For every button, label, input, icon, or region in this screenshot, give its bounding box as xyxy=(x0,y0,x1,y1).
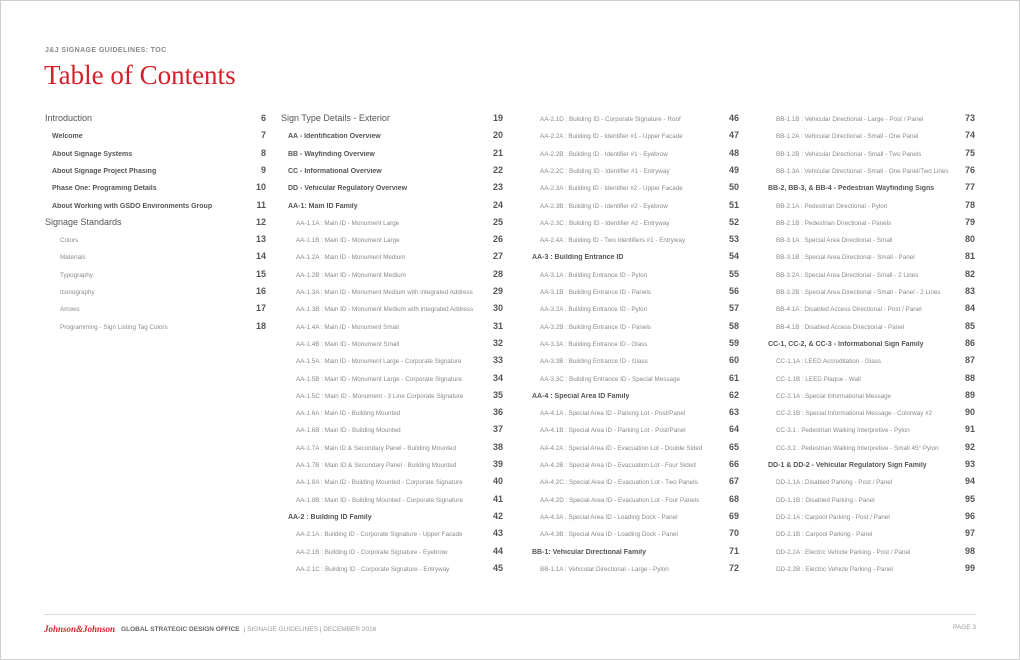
toc-entry-page: 8 xyxy=(260,147,266,158)
brand-logo: Johnson&Johnson xyxy=(44,624,116,634)
toc-entry-label: AA-1: Main ID Family xyxy=(288,202,358,210)
toc-entry[interactable] xyxy=(281,182,503,192)
toc-entry-page: 62 xyxy=(728,389,739,400)
toc-entry[interactable] xyxy=(45,269,266,279)
toc-entry-page: 50 xyxy=(728,182,739,193)
toc-entry-label: AA-4.2D : Special Area ID - Evacuation Lot - Four Panels xyxy=(540,496,700,504)
toc-entry-page: 51 xyxy=(728,199,739,210)
footer xyxy=(44,624,376,634)
toc-entry-page: 15 xyxy=(255,268,266,279)
toc-entry[interactable] xyxy=(525,459,739,469)
toc-entry-label: AA-4 : Special Area ID Family xyxy=(532,392,630,400)
toc-entry-page: 83 xyxy=(964,286,975,296)
toc-entry-page: 26 xyxy=(492,234,503,245)
toc-entry[interactable] xyxy=(525,373,739,383)
toc-entry[interactable] xyxy=(525,563,739,573)
toc-entry[interactable] xyxy=(281,113,503,123)
toc-entry[interactable] xyxy=(761,113,975,123)
toc-entry[interactable] xyxy=(45,200,266,210)
toc-entry[interactable] xyxy=(761,528,975,538)
toc-entry[interactable] xyxy=(45,113,266,123)
toc-entry-page: 13 xyxy=(255,234,266,245)
toc-entry[interactable] xyxy=(525,494,739,504)
toc-entry-page: 68 xyxy=(728,493,739,504)
toc-entry-page: 71 xyxy=(728,545,739,556)
toc-entry-page: 67 xyxy=(728,476,739,487)
toc-entry[interactable] xyxy=(281,546,503,556)
toc-entry-label: AA-4.3A : Special Area ID - Loading Dock - Panel xyxy=(540,513,678,521)
toc-entry-label: AA-2.2C : Building ID - Identifier #1 - Entryway xyxy=(540,167,670,175)
toc-entry-label: AA-1.7A : Main ID & Secondary Panel - Building Mounted xyxy=(296,444,456,452)
toc-entry-label: Iconography xyxy=(60,289,95,296)
toc-entry-page: 45 xyxy=(492,562,503,573)
toc-entry-label: CC-3.2 : Pedestrian Walking Interpretive - Small 45° Pylon xyxy=(776,444,939,452)
toc-entry-page: 35 xyxy=(492,389,503,400)
toc-entry-label: BB-1.1A : Vehicular Directional - Large - Pylon xyxy=(540,565,669,573)
toc-entry-page: 88 xyxy=(964,372,975,383)
toc-entry-label: AA-2.3C : Building ID - Identifier #2 - Entryway xyxy=(540,219,670,227)
toc-entry-label: AA-1.2B : Main ID - Monument Medium xyxy=(296,271,406,279)
toc-entry-label: About Working with GSDO Environments Group xyxy=(52,202,213,210)
toc-entry[interactable] xyxy=(45,303,266,313)
toc-entry[interactable] xyxy=(525,424,739,434)
toc-entry-label: AA-4.2C : Special Area ID - Evacuation Lot - Two Panels xyxy=(540,479,698,487)
toc-entry-page: 92 xyxy=(964,441,975,452)
toc-entry[interactable] xyxy=(281,407,503,417)
toc-entry-label: AA-2.1A : Building ID - Corporate Signature - Upper Facade xyxy=(296,531,463,539)
toc-entry-page: 58 xyxy=(728,320,739,331)
toc-entry-label: BB-3.1A : Special Area Directional - Small xyxy=(776,237,893,245)
toc-entry[interactable] xyxy=(281,165,503,175)
toc-entry[interactable] xyxy=(525,528,739,538)
toc-entry-page: 41 xyxy=(492,493,503,504)
toc-entry-label: AA-2.3B : Building ID - Identifier #2 - Eyebrow xyxy=(540,202,668,210)
toc-entry-page: 87 xyxy=(964,355,975,366)
toc-entry[interactable] xyxy=(525,476,739,486)
toc-entry[interactable] xyxy=(281,511,503,521)
toc-entry-page: 14 xyxy=(255,251,266,262)
toc-entry-label: AA - Identification Overview xyxy=(288,133,381,141)
toc-entry-page: 49 xyxy=(728,164,739,175)
toc-entry-label: AA-1.3B : Main ID - Monument Medium with integrated Address xyxy=(296,306,474,314)
toc-entry-page: 37 xyxy=(492,424,503,435)
toc-entry[interactable] xyxy=(281,148,503,158)
toc-entry[interactable] xyxy=(525,321,739,331)
toc-entry-page: 21 xyxy=(492,147,503,158)
toc-entry-page: 95 xyxy=(964,493,975,504)
toc-entry-label: AA-3.3A : Building Entrance ID - Glass xyxy=(540,340,648,348)
toc-entry-page: 43 xyxy=(492,528,503,539)
toc-entry[interactable] xyxy=(525,113,739,123)
toc-entry-page: 69 xyxy=(728,510,739,521)
toc-entry-page: 23 xyxy=(492,182,503,193)
toc-entry[interactable] xyxy=(281,200,503,210)
toc-entry-label: AA-1.3A : Main ID - Monument Medium with integrated Address xyxy=(296,289,473,296)
toc-entry-page: 73 xyxy=(964,113,975,123)
toc-entry[interactable] xyxy=(45,217,266,227)
toc-entry-page: 65 xyxy=(728,441,739,452)
toc-entry[interactable] xyxy=(525,390,739,400)
toc-entry-page: 20 xyxy=(492,130,503,141)
toc-entry-page: 53 xyxy=(728,234,739,245)
page-number: PAGE 3 xyxy=(952,624,976,631)
toc-entry[interactable] xyxy=(761,286,975,296)
toc-entry[interactable] xyxy=(45,130,266,140)
toc-entry-page: 34 xyxy=(492,372,503,383)
toc-entry-label: Programming - Sign Listing Tag Colors xyxy=(60,323,168,331)
toc-entry-page: 77 xyxy=(964,182,975,193)
toc-entry[interactable] xyxy=(761,251,975,261)
toc-entry-page: 72 xyxy=(728,562,739,573)
toc-entry-label: DD-2.1A : Carpool Parking - Post / Panel xyxy=(776,513,890,521)
toc-entry-label: CC-2.1B : Special Informational Message - Colorway #2 xyxy=(776,410,933,418)
toc-entry-label: AA-4.1A : Special Area ID - Parking Lot - Post/Panel xyxy=(540,410,686,418)
toc-entry-page: 17 xyxy=(255,303,266,314)
toc-entry[interactable] xyxy=(761,303,975,313)
toc-entry-page: 24 xyxy=(492,199,503,210)
toc-entry-page: 19 xyxy=(492,113,503,123)
toc-entry[interactable] xyxy=(525,182,739,192)
toc-entry-label: DD - Vehicular Regulatory Overview xyxy=(288,185,408,193)
toc-entry-label: AA-2.3A : Building ID - Identifier #2 - Upper Facade xyxy=(540,185,683,193)
toc-entry-page: 84 xyxy=(964,303,975,314)
toc-entry[interactable] xyxy=(525,200,739,210)
toc-entry-page: 74 xyxy=(964,130,975,141)
toc-entry-label: About Signage Systems xyxy=(52,150,133,158)
toc-entry[interactable] xyxy=(761,182,975,192)
toc-entry[interactable] xyxy=(525,148,739,158)
toc-entry[interactable] xyxy=(281,373,503,383)
toc-entry-page: 89 xyxy=(964,389,975,400)
toc-entry-label: AA-4.1B : Special Area ID - Parking Lot - Post/Panel xyxy=(540,427,686,435)
toc-entry-page: 86 xyxy=(964,337,975,348)
toc-entry[interactable] xyxy=(281,442,503,452)
toc-entry-page: 46 xyxy=(728,113,739,123)
toc-entry-page: 64 xyxy=(728,424,739,435)
toc-entry[interactable] xyxy=(761,442,975,452)
toc-entry-page: 85 xyxy=(964,320,975,331)
toc-entry-page: 75 xyxy=(964,147,975,158)
toc-entry-page: 39 xyxy=(492,459,503,469)
toc-entry-label: CC-1.1B : LEED Plaque - Wall xyxy=(776,375,861,383)
toc-entry-page: 27 xyxy=(492,251,503,262)
toc-entry-label: BB-1.2A : Vehicular Directional - Small - One Panel xyxy=(776,133,919,141)
toc-entry-page: 80 xyxy=(964,234,975,245)
toc-entry-page: 81 xyxy=(964,251,975,262)
toc-entry-label: BB-2.1A : Pedestrian Directional - Pylon xyxy=(776,202,888,210)
toc-entry-page: 28 xyxy=(492,268,503,279)
toc-entry-page: 56 xyxy=(728,286,739,296)
toc-entry-label: Signage Standards xyxy=(45,216,122,227)
toc-entry-page: 12 xyxy=(255,216,266,227)
toc-entry-label: Phase One: Programing Details xyxy=(52,185,157,193)
toc-entry-label: AA-1.4B : Main ID - Monument Small xyxy=(296,340,400,348)
toc-entry-label: Welcome xyxy=(52,133,83,141)
toc-entry[interactable] xyxy=(281,528,503,538)
toc-entry-label: AA-3.2B : Building Entrance ID - Panels xyxy=(540,323,651,331)
toc-entry[interactable] xyxy=(281,321,503,331)
toc-entry[interactable] xyxy=(761,373,975,383)
toc-entry[interactable] xyxy=(525,251,739,261)
toc-entry[interactable] xyxy=(525,355,739,365)
toc-entry-label: AA-2.1B : Building ID - Corporate Signature - Eyebrow xyxy=(296,548,448,556)
toc-entry-page: 79 xyxy=(964,216,975,227)
toc-entry-page: 42 xyxy=(492,510,503,521)
toc-entry[interactable] xyxy=(761,148,975,158)
toc-entry-label: AA-1.1B : Main ID - Monument Large xyxy=(296,237,400,245)
toc-entry-label: BB-2.1B : Pedestrian Directional - Panels xyxy=(776,219,892,227)
toc-entry-label: Typography xyxy=(60,271,93,279)
toc-entry[interactable] xyxy=(761,390,975,400)
toc-entry-label: BB-4.1A : Disabled Access Directional - Post / Panel xyxy=(776,306,922,314)
toc-entry-label: AA-3.3B : Building Entrance ID - Glass xyxy=(540,358,648,366)
toc-entry[interactable] xyxy=(45,286,266,296)
toc-entry[interactable] xyxy=(761,269,975,279)
toc-entry[interactable] xyxy=(281,251,503,261)
toc-entry-label: AA-1.6B : Main ID - Building Mounted xyxy=(296,427,401,435)
toc-entry-page: 93 xyxy=(964,459,975,469)
toc-entry-page: 91 xyxy=(964,424,975,435)
toc-entry-label: AA-1.7B : Main ID & Secondary Panel - Building Mounted xyxy=(296,462,457,469)
toc-entry-label: AA-1.5B : Main ID - Monument Large - Corporate Signature xyxy=(296,375,462,383)
toc-entry-label: BB-4.1B : Disabled Access Directional - Panel xyxy=(776,323,905,331)
toc-entry-page: 55 xyxy=(728,268,739,279)
toc-entry-label: DD-1.1B : Disabled Parking - Panel xyxy=(776,496,875,504)
toc-entry-label: BB-1: Vehicular Directional Family xyxy=(532,548,646,556)
toc-entry-label: Sign Type Details - Exterior xyxy=(281,113,390,123)
toc-entry-label: AA-3.1B : Building Entrance ID - Panels xyxy=(540,289,651,296)
toc-entry-page: 97 xyxy=(964,528,975,539)
toc-entry-page: 44 xyxy=(492,545,503,556)
toc-entry-page: 6 xyxy=(260,113,266,123)
toc-entry[interactable] xyxy=(761,494,975,504)
toc-entry[interactable] xyxy=(281,424,503,434)
footer-office: GLOBAL STRATEGIC DESIGN OFFICE xyxy=(121,625,240,633)
toc-entry-page: 40 xyxy=(492,476,503,487)
toc-entry[interactable] xyxy=(761,407,975,417)
toc-entry-page: 10 xyxy=(255,182,266,193)
toc-entry-page: 70 xyxy=(728,528,739,539)
toc-entry-label: CC - Informational Overview xyxy=(288,167,382,175)
toc-entry-page: 31 xyxy=(492,320,503,331)
toc-entry-label: CC-1.1A : LEED Accreditation - Glass xyxy=(776,358,881,366)
toc-entry[interactable] xyxy=(761,338,975,348)
toc-entry-page: 18 xyxy=(255,320,266,331)
toc-entry-label: AA-1.4A : Main ID - Monument Small xyxy=(296,323,399,331)
toc-entry[interactable] xyxy=(525,130,739,140)
toc-entry-label: Arrows xyxy=(60,306,80,314)
toc-entry[interactable] xyxy=(45,148,266,158)
toc-entry-label: AA-2.2B : Building ID - Identifier #1 - Eyebrow xyxy=(540,150,668,158)
toc-entry-page: 36 xyxy=(492,407,503,418)
toc-entry-page: 63 xyxy=(728,407,739,418)
toc-entry[interactable] xyxy=(761,459,975,469)
toc-entry[interactable] xyxy=(761,546,975,556)
toc-entry-label: About Signage Project Phasing xyxy=(52,167,157,175)
toc-entry-label: AA-3 : Building Entrance ID xyxy=(532,254,624,262)
toc-entry[interactable] xyxy=(525,546,739,556)
toc-entry[interactable] xyxy=(45,182,266,192)
toc-entry[interactable] xyxy=(525,407,739,417)
toc-entry-page: 54 xyxy=(728,251,739,262)
toc-entry-page: 96 xyxy=(964,510,975,521)
toc-entry[interactable] xyxy=(761,200,975,210)
toc-entry-page: 11 xyxy=(256,199,266,210)
toc-entry-label: AA-1.8A : Main ID - Building Mounted - Corporate Signature xyxy=(296,479,463,487)
toc-entry-label: BB-1.2B : Vehicular Directional - Small - Two Panels xyxy=(776,150,922,158)
toc-entry[interactable] xyxy=(525,217,739,227)
toc-entry-page: 76 xyxy=(964,164,975,175)
toc-entry-label: AA-2.4A : Building ID - Two Identifiers #1 - Entryway xyxy=(540,237,686,245)
toc-entry-label: BB - Wayfinding Overview xyxy=(288,150,375,158)
toc-entry-label: BB-2, BB-3, & BB-4 - Pedestrian Wayfinding Signs xyxy=(768,185,935,193)
toc-entry[interactable] xyxy=(45,165,266,175)
toc-entry-page: 22 xyxy=(492,164,503,175)
toc-entry-page: 60 xyxy=(728,355,739,366)
toc-entry-label: BB-3.2B : Special Area Directional - Small - Panel - 2 Lines xyxy=(776,289,941,296)
toc-entry-label: AA-1.6A : Main ID - Building Mounted xyxy=(296,410,401,418)
toc-entry-label: AA-1.8B : Main ID - Building Mounted - Corporate Signature xyxy=(296,496,463,504)
toc-entry[interactable] xyxy=(525,442,739,452)
toc-entry[interactable] xyxy=(761,355,975,365)
toc-entry-page: 16 xyxy=(255,286,266,296)
toc-entry-page: 7 xyxy=(260,130,266,141)
toc-entry-label: DD-2.2B : Electric Vehicle Parking - Panel xyxy=(776,565,893,573)
toc-entry-page: 30 xyxy=(492,303,503,314)
toc-entry-label: AA-3.3C : Building Entrance ID - Special Message xyxy=(540,375,680,383)
toc-entry-label: DD-1 & DD-2 - Vehicular Regulatory Sign Family xyxy=(768,462,927,469)
toc-entry[interactable] xyxy=(45,234,266,244)
toc-entry-label: AA-1.2A : Main ID - Monument Medium xyxy=(296,254,406,262)
toc-entry-label: Colors xyxy=(60,237,79,245)
toc-entry[interactable] xyxy=(45,321,266,331)
toc-entry-label: CC-2.1A : Special Informational Message xyxy=(776,392,892,400)
toc-entry-page: 90 xyxy=(964,407,975,418)
toc-entry[interactable] xyxy=(761,424,975,434)
toc-entry-page: 61 xyxy=(728,372,739,383)
toc-entry-page: 47 xyxy=(728,130,739,141)
toc-entry-page: 78 xyxy=(964,199,975,210)
toc-entry[interactable] xyxy=(525,511,739,521)
toc-entry-page: 98 xyxy=(964,545,975,556)
toc-entry-label: BB-1.3A : Vehicular Directional - Small - One Panel/Two Lines xyxy=(776,167,949,175)
toc-entry-label: AA-2.1D : Building ID - Corporate Signature - Roof xyxy=(540,116,681,123)
toc-entry-page: 9 xyxy=(260,164,266,175)
toc-entry[interactable] xyxy=(281,338,503,348)
toc-entry-page: 32 xyxy=(492,337,503,348)
toc-entry[interactable] xyxy=(281,459,503,469)
toc-entry-label: AA-4.2A : Special Area ID - Evacuation Lot - Double Sided xyxy=(540,444,703,452)
toc-entry-label: Materials xyxy=(60,254,86,262)
toc-entry-page: 52 xyxy=(728,216,739,227)
toc-entry[interactable] xyxy=(281,563,503,573)
document-label: J&J SIGNAGE GUIDELINES: TOC xyxy=(45,47,167,54)
toc-entry-label: AA-4.2B : Special Area ID - Evacuation Lot - Four Sided xyxy=(540,462,696,469)
page-title: Table of Contents xyxy=(44,60,236,90)
toc-entry-page: 57 xyxy=(728,303,739,314)
toc-entry-label: DD-2.1B : Carpool Parking - Panel xyxy=(776,531,873,539)
toc-entry[interactable] xyxy=(761,234,975,244)
toc-entry-label: BB-3.1B : Special Area Directional - Small - Panel xyxy=(776,254,915,262)
toc-entry[interactable] xyxy=(281,390,503,400)
toc-entry-label: AA-1.5C : Main ID - Monument - 3 Line Corporate Signature xyxy=(296,392,464,400)
toc-entry-label: BB-3.2A : Special Area Directional - Small - 2 Lines xyxy=(776,271,919,279)
toc-entry[interactable] xyxy=(525,286,739,296)
toc-entry-page: 66 xyxy=(728,459,739,469)
toc-entry[interactable] xyxy=(761,563,975,573)
toc-entry-label: CC-1, CC-2, & CC-3 - Informational Sign Family xyxy=(768,340,924,348)
toc-entry[interactable] xyxy=(281,355,503,365)
toc-entry[interactable] xyxy=(525,303,739,313)
toc-entry-label: AA-2 : Building ID Family xyxy=(288,513,372,521)
footer-info: | SIGNAGE GUIDELINES | DECEMBER 2016 xyxy=(243,625,377,633)
toc-entry-page: 25 xyxy=(492,216,503,227)
toc-entry[interactable] xyxy=(525,269,739,279)
toc-entry[interactable] xyxy=(761,511,975,521)
toc-entry-label: AA-4.3B : Special Area ID - Loading Dock - Panel xyxy=(540,531,678,539)
toc-entry[interactable] xyxy=(281,130,503,140)
toc-entry-label: AA-3.2A : Building Entrance ID - Pylon xyxy=(540,306,648,314)
toc-entry[interactable] xyxy=(281,476,503,486)
toc-entry-label: AA-1.5A : Main ID - Monument Large - Corporate Signature xyxy=(296,358,462,366)
toc-entry-label: AA-2.1C : Building ID - Corporate Signature - Entryway xyxy=(296,565,450,573)
toc-entry[interactable] xyxy=(281,286,503,296)
toc-entry-page: 99 xyxy=(964,562,975,573)
toc-entry[interactable] xyxy=(525,234,739,244)
toc-entry[interactable] xyxy=(45,251,266,261)
toc-entry[interactable] xyxy=(281,217,503,227)
toc-entry-label: AA-2.2A : Building ID - Identifier #1 - Upper Facade xyxy=(540,133,683,141)
toc-entry-page: 82 xyxy=(964,268,975,279)
toc-entry-label: DD-2.2A : Electric Vehicle Parking - Post / Panel xyxy=(776,548,911,556)
toc-entry[interactable] xyxy=(281,494,503,504)
toc-entry[interactable] xyxy=(761,321,975,331)
toc-entry-page: 48 xyxy=(728,147,739,158)
toc-entry-page: 59 xyxy=(728,337,739,348)
toc-entry[interactable] xyxy=(525,165,739,175)
toc-entry[interactable] xyxy=(761,476,975,486)
toc-entry[interactable] xyxy=(761,130,975,140)
toc-entry-page: 94 xyxy=(964,476,975,487)
toc-entry-label: AA-1.1A : Main ID - Monument Large xyxy=(296,219,400,227)
footer-divider xyxy=(44,614,976,615)
toc-entry-page: 38 xyxy=(492,441,503,452)
toc-entry[interactable] xyxy=(281,234,503,244)
toc-entry[interactable] xyxy=(281,269,503,279)
toc-entry[interactable] xyxy=(761,217,975,227)
toc-entry-page: 29 xyxy=(492,286,503,296)
toc-entry[interactable] xyxy=(281,303,503,313)
toc-entry-page: 33 xyxy=(492,355,503,366)
toc-entry-label: CC-3.1 : Pedestrian Walking Interpretive - Pylon xyxy=(776,427,910,435)
toc-entry-label: AA-3.1A : Building Entrance ID - Pylon xyxy=(540,271,648,279)
toc-entry-label: Introduction xyxy=(45,113,93,123)
toc-entry-label: BB-1.1B : Vehicular Directional - Large - Post / Panel xyxy=(776,116,924,123)
toc-entry[interactable] xyxy=(761,165,975,175)
toc-entry-label: DD-1.1A : Disabled Parking - Post / Panel xyxy=(776,479,893,487)
toc-entry[interactable] xyxy=(525,338,739,348)
